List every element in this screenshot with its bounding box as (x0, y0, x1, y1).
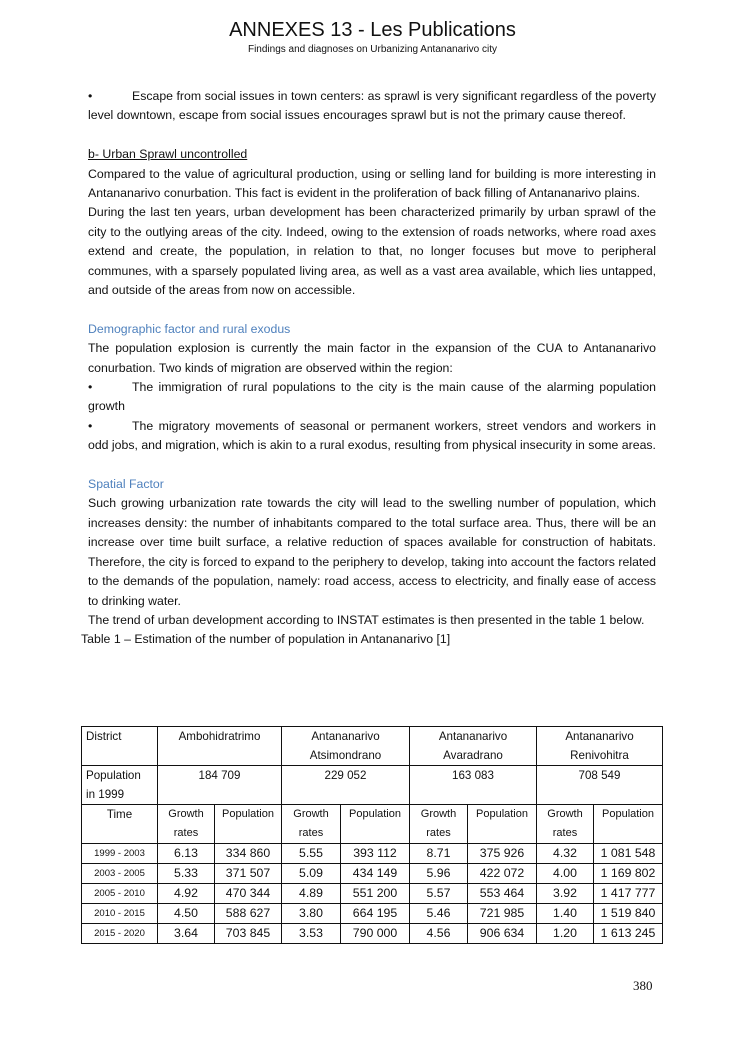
page-number: 380 (633, 978, 653, 993)
paragraph-demographic: The population explosion is currently the main factor in the expansion of the CUA to Antananarivo conurbation. Two kinds of migration are observed within the region: (88, 341, 656, 375)
population-1999-value: 184 709 (158, 766, 282, 805)
population-1999-value: 708 549 (537, 766, 663, 805)
population-cell: 721 985 (468, 904, 537, 924)
growth-rates-label: Growth rates (282, 805, 341, 844)
paragraph-agriculture: Compared to the value of agricultural production, using or selling land for building is more interesting in Antananarivo conurbation. This fact is evident in the proliferation of back filling of Antananarivo plains. (88, 166, 656, 201)
growth-rate-cell: 5.55 (282, 844, 341, 864)
bullet-text: The migratory movements of seasonal or permanent workers, street vendors and workers in odd jobs, and migration, which is akin to a rural exodus, resulting from physical insecurity in some areas. (88, 418, 656, 453)
population-cell: 334 860 (215, 844, 282, 864)
section-heading-spatial: Spatial Factor (88, 477, 164, 492)
paragraph-trend: The trend of urban development according to INSTAT estimates is then presented in the table 1 below. (88, 612, 645, 627)
growth-rates-label: Growth rates (537, 805, 594, 844)
growth-rate-cell: 4.00 (537, 864, 594, 884)
growth-rate-cell: 1.20 (537, 924, 594, 944)
population-label: Population (468, 805, 537, 844)
bullet-paragraph-immigration (88, 378, 656, 417)
table-row (82, 884, 663, 904)
district-name: Antananarivo Atsimondrano (282, 727, 410, 766)
growth-rate-cell: 3.53 (282, 924, 341, 944)
growth-rates-label: Growth rates (158, 805, 215, 844)
bullet-paragraph-escape (88, 87, 656, 126)
population-cell: 393 112 (341, 844, 410, 864)
district-name: Antananarivo Avaradrano (410, 727, 537, 766)
bullet-marker: • (88, 89, 93, 103)
population-cell: 470 344 (215, 884, 282, 904)
population-cell: 703 845 (215, 924, 282, 944)
population-1999-value: 229 052 (282, 766, 410, 805)
table-row (82, 864, 663, 884)
bullet-marker: • (88, 380, 93, 395)
bullet-text: Escape from social issues in town centers: as sprawl is very significant regardless of the poverty level downtown, escape from social issues encourages sprawl but is not the primary cause thereof. (88, 89, 656, 123)
population-cell: 434 149 (341, 864, 410, 884)
population-cell: 375 926 (468, 844, 537, 864)
growth-rate-cell: 5.46 (410, 904, 468, 924)
growth-rate-cell: 1.40 (537, 904, 594, 924)
growth-rate-cell: 3.64 (158, 924, 215, 944)
paragraph-spatial: Such growing urbanization rate towards the city will lead to the swelling number of population, which increases density: the number of inhabitants compared to the total surface area. Thus, there will be an increase over time built surface, a relative reduction of spaces available for construction of habitats. Therefore, the city is forced to expand to the periphery to develop, taking into account the factors related to the demands of the population, namely: road access, access to electricity, and finally ease of access to drinking water. (88, 496, 656, 608)
growth-rate-cell: 5.57 (410, 884, 468, 904)
page-header-title: ANNEXES 13 - Les Publications (229, 19, 516, 41)
bullet-marker: • (88, 418, 93, 433)
table-row (82, 904, 663, 924)
population-cell: 422 072 (468, 864, 537, 884)
period-cell: 2010 - 2015 (82, 904, 158, 924)
population-label: Population (594, 805, 663, 844)
population-label: Population (341, 805, 410, 844)
document-body (81, 87, 656, 650)
bullet-paragraph-migratory (88, 417, 656, 456)
growth-rate-cell: 4.56 (410, 924, 468, 944)
growth-rate-cell: 4.32 (537, 844, 594, 864)
section-heading-demographic: Demographic factor and rural exodus (88, 321, 291, 336)
table-row (82, 924, 663, 944)
district-name: Antananarivo Renivohitra (537, 727, 663, 766)
population-cell: 553 464 (468, 884, 537, 904)
period-cell: 2003 - 2005 (82, 864, 158, 884)
population-cell: 906 634 (468, 924, 537, 944)
growth-rate-cell: 3.80 (282, 904, 341, 924)
growth-rate-cell: 5.96 (410, 864, 468, 884)
section-heading-urban-sprawl: b- Urban Sprawl uncontrolled (88, 147, 248, 162)
bullet-text: The immigration of rural populations to the city is the main cause of the alarming population growth (88, 380, 656, 414)
population-cell: 588 627 (215, 904, 282, 924)
paragraph-last-ten-years: During the last ten years, urban development has been characterized primarily by urban sprawl of the city to the outlying areas of the city. Indeed, owing to the extension of roads networks, where road axes extend and create, the population, in relation to that, no longer focuses but move to peripheral communes, with a sparsely populated living area, as well as a vast area available, which lies untapped, and outside of the areas from now on accessible. (88, 205, 656, 298)
period-cell: 2005 - 2010 (82, 884, 158, 904)
growth-rate-cell: 3.92 (537, 884, 594, 904)
population-cell: 1 081 548 (594, 844, 663, 864)
growth-rate-cell: 6.13 (158, 844, 215, 864)
population-cell: 371 507 (215, 864, 282, 884)
population-cell: 1 613 245 (594, 924, 663, 944)
population-1999-label: Population in 1999 (82, 766, 158, 805)
population-cell: 790 000 (341, 924, 410, 944)
population-cell: 664 195 (341, 904, 410, 924)
table-caption: Table 1 – Estimation of the number of population in Antananarivo [1] (81, 632, 451, 647)
table-header-row-columns (82, 805, 663, 844)
growth-rate-cell: 8.71 (410, 844, 468, 864)
population-cell: 1 417 777 (594, 884, 663, 904)
district-name: Ambohidratrimo (158, 727, 282, 766)
time-label: Time (82, 805, 158, 844)
period-cell: 1999 - 2003 (82, 844, 158, 864)
district-label: District (82, 727, 158, 766)
population-cell: 1 519 840 (594, 904, 663, 924)
growth-rate-cell: 4.92 (158, 884, 215, 904)
population-cell: 1 169 802 (594, 864, 663, 884)
table-row (82, 844, 663, 864)
population-table (81, 726, 663, 944)
growth-rates-label: Growth rates (410, 805, 468, 844)
population-label: Population (215, 805, 282, 844)
growth-rate-cell: 5.09 (282, 864, 341, 884)
table-row-population-1999 (82, 766, 663, 805)
growth-rate-cell: 4.89 (282, 884, 341, 904)
period-cell: 2015 - 2020 (82, 924, 158, 944)
population-1999-value: 163 083 (410, 766, 537, 805)
table-header-row-district (82, 727, 663, 766)
growth-rate-cell: 5.33 (158, 864, 215, 884)
population-cell: 551 200 (341, 884, 410, 904)
growth-rate-cell: 4.50 (158, 904, 215, 924)
page-header-subtitle: Findings and diagnoses on Urbanizing Antananarivo city (247, 44, 498, 55)
